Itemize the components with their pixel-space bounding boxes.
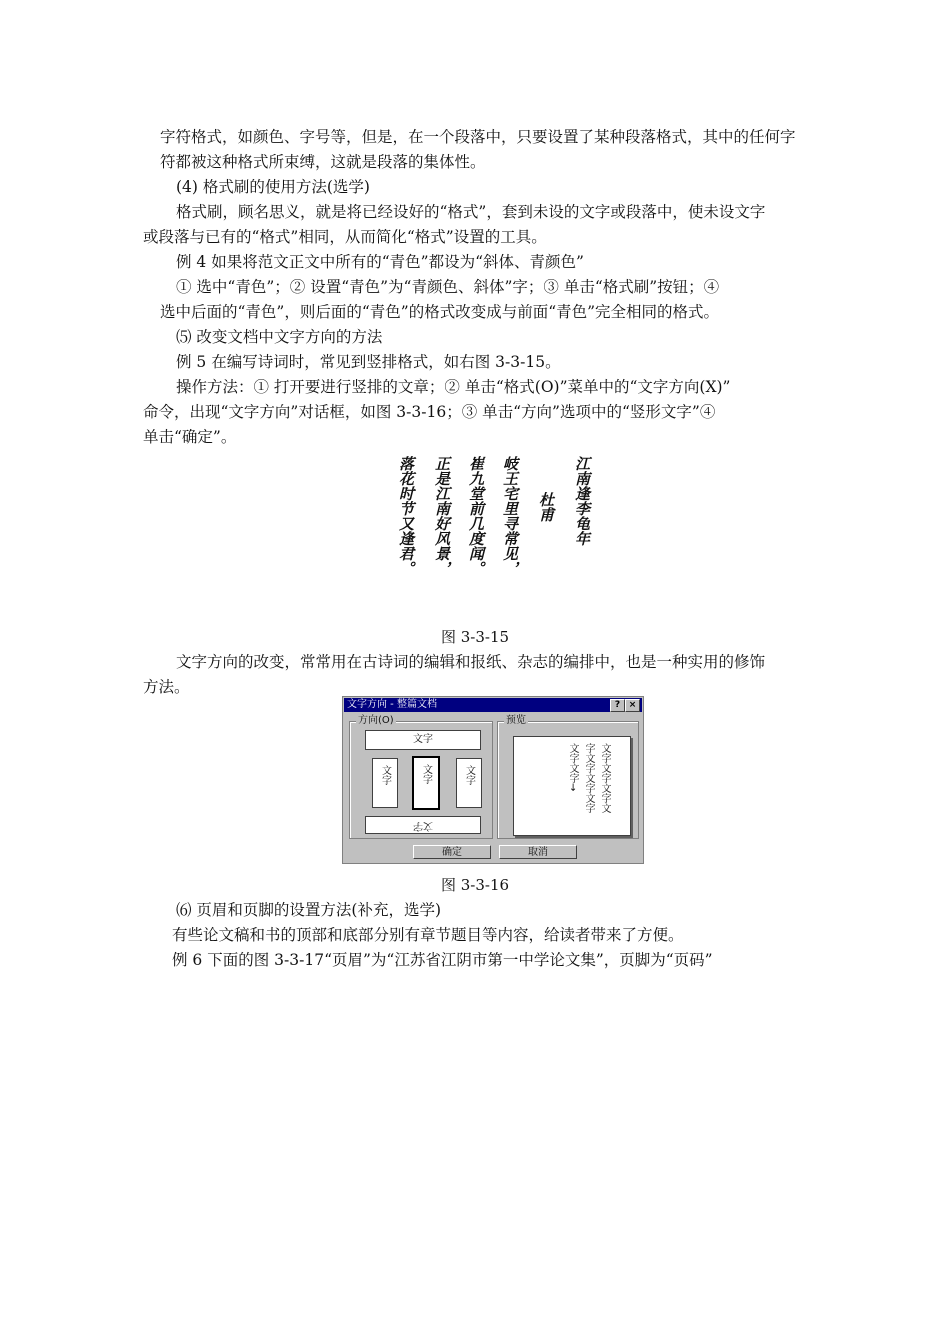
direction-option-upside-down[interactable]: 文字 xyxy=(365,816,481,834)
dialog-title: 文字方向 - 整篇文档 xyxy=(347,699,437,710)
paragraph-line: ① 选中“青色”；② 设置“青色”为“青颜色、斜体”字；③ 单击“格式刷”按钮；④ xyxy=(176,278,720,296)
section-heading: ⑹ 页眉和页脚的设置方法(补充，选学) xyxy=(176,901,442,919)
paragraph-line: 有些论文稿和书的顶部和底部分别有章节题目等内容，给读者带来了方便。 xyxy=(172,926,684,944)
paragraph-line: 单击“确定”。 xyxy=(143,428,237,446)
option-text: 文字 xyxy=(379,765,391,785)
preview-label: 预览 xyxy=(506,715,526,726)
paragraph-line: 方法。 xyxy=(143,678,190,696)
ok-button[interactable]: 确定 xyxy=(413,845,491,859)
direction-option-vertical-left[interactable] xyxy=(372,758,398,808)
direction-group xyxy=(349,715,493,839)
poem-line-column: 落花时节又逢君。 xyxy=(397,456,415,576)
dialog-title-bar xyxy=(344,698,642,712)
help-button[interactable]: ? xyxy=(610,699,625,712)
close-button[interactable]: × xyxy=(625,699,640,712)
example-line: 例 6 下面的图 3-3-17“页眉”为“江苏省江阴市第一中学论文集”，页脚为“页码” xyxy=(172,951,713,969)
option-text: 文字 xyxy=(463,765,475,785)
option-text: 文字 xyxy=(420,764,432,784)
example-line: 例 4 如果将范文正文中所有的“青色”都设为“斜体、青颜色” xyxy=(176,253,584,271)
paragraph-line: 命令，出现“文字方向”对话框，如图 3-3-16；③ 单击“方向”选项中的“竖形文字”④ xyxy=(143,403,716,421)
section-heading: ⑸ 改变文档中文字方向的方法 xyxy=(176,328,383,346)
poem-line-column: 岐王宅里寻常见， xyxy=(501,456,519,576)
section-heading: (4) 格式刷的使用方法(选学) xyxy=(176,178,370,196)
poem-author-column: 杜甫 xyxy=(537,492,555,522)
vertical-poem-figure xyxy=(388,456,596,608)
preview-pane xyxy=(513,736,631,836)
paragraph-line: 文字方向的改变，常常用在古诗词的编辑和报纸、杂志的编排中，也是一种实用的修饰 xyxy=(176,653,766,671)
direction-option-horizontal[interactable]: 文字 xyxy=(365,730,481,750)
poem-line-column: 正是江南好风景， xyxy=(433,456,451,576)
cancel-button[interactable]: 取消 xyxy=(499,845,577,859)
paragraph-line: 操作方法：① 打开要进行竖排的文章；② 单击“格式(O)”菜单中的“文字方向(X)” xyxy=(176,378,731,396)
preview-text-column: 字文字文字文字 xyxy=(583,743,594,813)
paragraph-line: 选中后面的“青色”，则后面的“青色”的格式改变成与前面“青色”完全相同的格式。 xyxy=(160,303,720,321)
paragraph-line: 符都被这种格式所束缚，这就是段落的集体性。 xyxy=(160,153,486,171)
figure-caption: 图 3-3-16 xyxy=(440,876,510,894)
preview-text-column: 文字文字→ xyxy=(567,743,578,792)
paragraph-line: 格式刷，顾名思义，就是将已经设好的“格式”，套到未设的文字或段落中，使未设文字 xyxy=(176,203,766,221)
paragraph-line: 或段落与已有的“格式”相同，从而简化“格式”设置的工具。 xyxy=(143,228,547,246)
direction-option-vertical-right[interactable] xyxy=(456,758,482,808)
poem-line-column: 崔九堂前几度闻。 xyxy=(467,456,485,576)
example-line: 例 5 在编写诗词时，常见到竖排格式，如右图 3-3-15。 xyxy=(176,353,561,371)
figure-caption: 图 3-3-15 xyxy=(440,628,510,646)
poem-title-column: 江南逢李龟年 xyxy=(573,456,591,546)
preview-text-column: 文字文字文字文 xyxy=(599,743,610,813)
paragraph-line: 字符格式，如颜色、字号等，但是，在一个段落中，只要设置了某种段落格式，其中的任何字 xyxy=(160,128,796,146)
direction-option-vertical-selected[interactable] xyxy=(412,756,440,810)
direction-label: 方向(O) xyxy=(358,715,394,726)
